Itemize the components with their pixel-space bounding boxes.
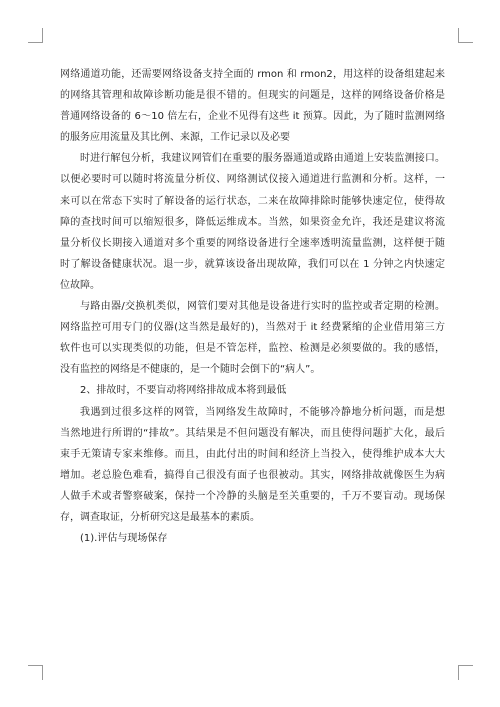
crop-mark-top-left: [28, 28, 43, 43]
text-line: 的服务应用流量及其比例、来源，工作记录以及必要: [60, 132, 290, 144]
text-line: 存，调查取证，分析研究这是最基本的素质。: [60, 511, 260, 523]
text-line: 普通网络设备的 6～10 倍左右，企业不见得有这些 it 预算。因此，为了随时监测网络: [60, 111, 445, 123]
text-line: 网络通道功能，还需要网络设备支持全面的 rmon 和 rmon2，用这样的设备组建起来: [60, 69, 445, 80]
crop-mark-bottom-right: [458, 665, 473, 680]
text-line: 量分析仪长期接入通道对多个重要的网络设备进行全速率透明流量监测，这样便于随: [60, 237, 445, 249]
text-line: 网络监控可用专门的仪器(这当然是最好的)，当然对于 it 经费紧缩的企业借用第三方: [60, 322, 445, 334]
text-line: 以便必要时可以随时将流量分析仪、网络测试仪接入通道进行监测和分析。这样，一: [60, 174, 445, 186]
text-line: 增加。老总脸色难看，搞得自己很没有面子也很被动。其实，网络排故就像医生为病: [60, 469, 445, 481]
text-line: 与路由器/交换机类似，网管们要对其他是设备进行实时的监控或者定期的检测。: [80, 301, 445, 313]
text-line: 当然地进行所谓的“排故”。其结果是不但问题没有解决，而且使得问题扩大化，最后: [60, 427, 445, 439]
text-line: 人做手术或者警察破案，保持一个冷静的头脑是至关重要的，千万不要盲动。现场保: [60, 490, 445, 502]
section-heading: 2、排故时，不要盲动将网络排故成本将到最低: [80, 385, 287, 397]
text-line: 束手无策请专家来维修。而且，由此付出的时间和经济上当投入，使得维护成本大大: [60, 448, 445, 460]
crop-mark-top-right: [458, 28, 473, 43]
text-line: 障的查找时间可以缩短很多，降低运维成本。当然，如果资金允许，我还是建议将流: [60, 216, 445, 228]
subsection-heading: (1).评估与现场保存: [80, 533, 168, 545]
document-body: [60, 64, 445, 549]
crop-mark-bottom-left: [28, 665, 43, 680]
text-line: 时了解设备健康状况。退一步，就算该设备出现故障，我们可以在 1 分钟之内快速定: [60, 258, 445, 270]
text-line: 位故障。: [60, 279, 100, 291]
text-line: 软件也可以实现类似的功能，但是不管怎样，监控、检测是必须要做的。我的感悟，: [60, 343, 445, 355]
text-line: 我遇到过很多这样的网管，当网络发生故障时，不能够冷静地分析问题，而是想: [80, 406, 445, 418]
text-line: 时进行解包分析，我建议网管们在重要的服务器通道或路由通道上安装监测接口。: [80, 153, 445, 165]
text-line: 的网络其管理和故障诊断功能是很不错的。但现实的问题是，这样的网络设备价格是: [60, 90, 445, 102]
text-line: 没有监控的网络是不健康的，是一个随时会倒下的“病人”。: [60, 364, 321, 376]
text-line: 来可以在常态下实时了解设备的运行状态，二来在故障排除时能够快速定位，使得故: [60, 195, 445, 207]
